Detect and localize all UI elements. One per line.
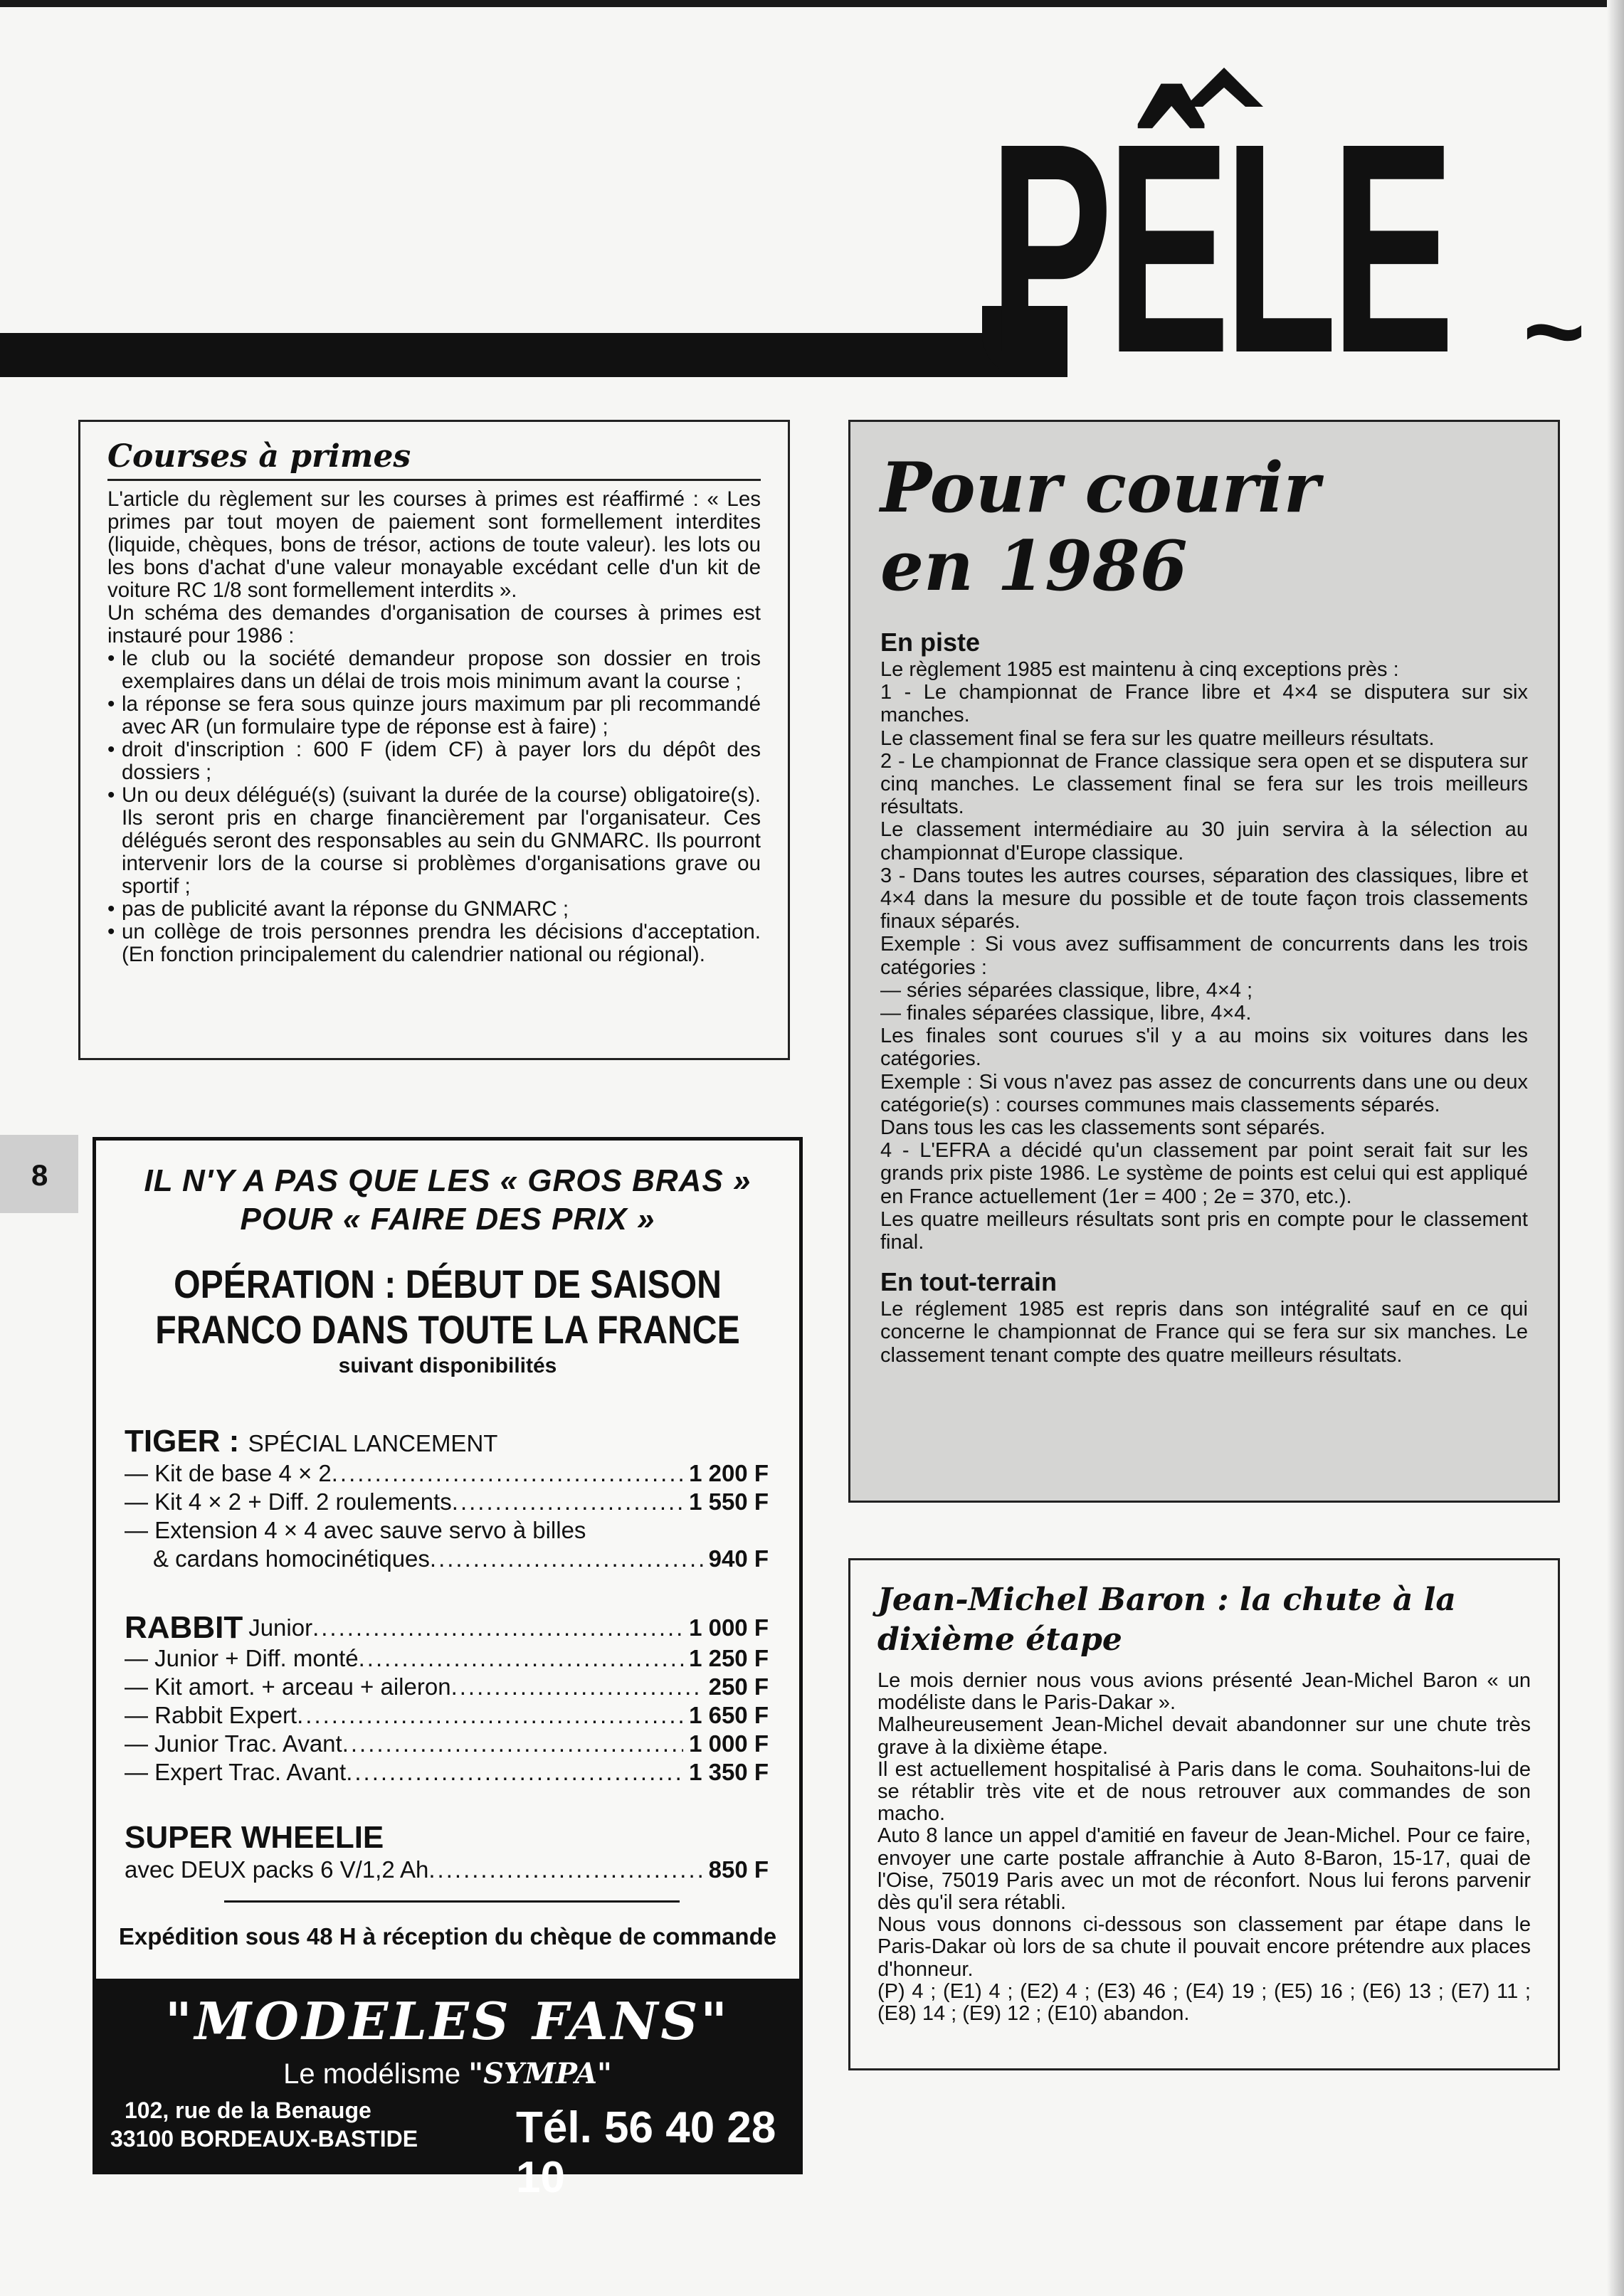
primes-paragraph: L'article du règlement sur les courses à primes est réaffirmé : « Les primes par tout moyen de paiement sont formellement interdites (liquide, chèques, bons de trésor, actions de toute valeur). les lots ou les bons d'achat d'une valeur monayable excédant celle d'un kit de voiture RC 1/8 sont formellement interdits ». [107, 487, 761, 602]
price-line [125, 1730, 769, 1758]
courir-title [880, 449, 1528, 605]
price-line [125, 1459, 769, 1488]
primes-bullet: • le club ou la société demandeur propose son dossier en trois exemplaires dans un délai de trois mois minimum avant la course ; [107, 647, 761, 693]
ad-availability: suivant disponibilités [338, 1354, 557, 1377]
tout-terrain-heading: En tout-terrain [880, 1267, 1057, 1297]
courir-title-line: Pour courir [880, 448, 1320, 528]
price-line [125, 1758, 769, 1787]
baron-title: Jean-Michel Baron : la chute à la dixième étape [877, 1582, 1456, 1658]
leader-dots [342, 1730, 683, 1758]
ad-divider [224, 1900, 680, 1903]
baron-article [848, 1558, 1560, 2070]
price-label: — Rabbit Expert [125, 1702, 297, 1728]
piste-paragraph: — finales séparées classique, libre, 4×4. [880, 1002, 1252, 1025]
price-label: & cardans homocinétiques [153, 1545, 430, 1572]
primes-bullet: • un collège de trois personnes prendra les décisions d'acceptation. (En fonction principalement du calendrier national ou régional). [107, 921, 761, 966]
piste-paragraph: 4 - L'EFRA a décidé qu'un classement par point serait fait sur les grands prix piste 1986. Le système de points est celui qui est appliqué en France actuellement (1er = 400 ; 2e = 370, etc.). [880, 1139, 1528, 1208]
price-label: — Junior + Diff. monté [125, 1645, 359, 1671]
baron-paragraph: (P) 4 ; (E1) 4 ; (E2) 4 ; (E3) 46 ; (E4) 19 ; (E5) 16 ; (E6) 13 ; (E7) 11 ; (E8) 14 ; (E9) 12 ; (E10) abandon. [877, 1979, 1531, 2026]
leader-dots [451, 1673, 703, 1701]
piste-paragraph: — séries séparées classique, libre, 4×4 ; [880, 978, 1253, 1002]
tiger-name: TIGER : [125, 1424, 240, 1459]
price-label: avec DEUX packs 6 V/1,2 Ah [125, 1856, 429, 1883]
primes-body [107, 488, 761, 966]
price-label: Junior [248, 1614, 313, 1641]
baron-paragraph: Malheureusement Jean-Michel devait abandonner sur une chute très grave à la dixième étape. [877, 1713, 1531, 1759]
ad-footer [96, 1979, 799, 2202]
price-value: 940 F [708, 1545, 769, 1572]
ad-tagline-brand: "SYMPA" [468, 2057, 612, 2090]
piste-paragraph: Exemple : Si vous avez suffisamment de concurrents dans les trois catégories : [880, 933, 1528, 979]
piste-body [880, 658, 1528, 1254]
price-line [153, 1545, 769, 1573]
wheelie-heading: SUPER WHEELIE [125, 1820, 384, 1855]
rabbit-name: RABBIT [125, 1610, 243, 1645]
piste-paragraph: Exemple : Si vous n'avez pas assez de concurrents dans une ou deux catégorie(s) : courses communes mais classements séparés. [880, 1070, 1528, 1116]
ad-shipping: Expédition sous 48 H à réception du chèque de commande [118, 1923, 777, 1950]
header-bar [0, 333, 1039, 377]
rabbit-line [125, 1610, 769, 1646]
leader-dots [452, 1488, 683, 1516]
masthead-title: PÊLE [989, 82, 1449, 416]
price-label: — Kit de base 4 × 2 [125, 1460, 332, 1486]
price-value: 1 250 F [689, 1645, 769, 1671]
primes-list [107, 647, 761, 966]
piste-paragraph: Dans tous les cas les classements sont séparés. [880, 1116, 1326, 1140]
price-value: 1 200 F [689, 1460, 769, 1486]
price-value: 250 F [708, 1673, 769, 1700]
piste-heading: En piste [880, 628, 981, 657]
primes-bullet: • droit d'inscription : 600 F (idem CF) à payer lors du dépôt des dossiers ; [107, 739, 761, 784]
leader-dots [297, 1701, 683, 1730]
price-value: 1 000 F [689, 1614, 769, 1641]
baron-paragraph: Le mois dernier nous vous avions présenté Jean-Michel Baron « un modéliste dans le Paris-Dakar ». [877, 1669, 1531, 1715]
leader-dots [346, 1758, 683, 1787]
ad-address-street: 102, rue de la Benauge [125, 2097, 371, 2123]
piste-paragraph: Les finales sont courues s'il y a au moins six voitures dans les catégories. [880, 1025, 1528, 1071]
primes-bullet: • pas de publicité avant la réponse du GNMARC ; [107, 898, 761, 921]
ad-tagline [96, 2057, 799, 2091]
leader-dots [428, 1856, 702, 1884]
leader-dots [332, 1459, 683, 1488]
ad-operation-line: FRANCO DANS TOUTE LA FRANCE [155, 1307, 740, 1352]
baron-paragraph: Nous vous donnons ci-dessous son classement par étape dans le Paris-Dakar où lors de sa chute il pouvait encore prétendre aux places d'honneur. [877, 1913, 1531, 1981]
primes-title: Courses à primes [107, 438, 761, 481]
ad-operation-line: OPÉRATION : DÉBUT DE SAISON [174, 1261, 722, 1306]
leader-dots [359, 1644, 683, 1673]
price-value: 1 000 F [689, 1730, 769, 1757]
piste-paragraph: 1 - Le championnat de France libre et 4×4 se disputera sur six manches. [880, 681, 1528, 727]
price-line [125, 1673, 769, 1701]
ad-slogan-line: POUR « FAIRE DES PRIX » [240, 1202, 655, 1237]
price-line [125, 1644, 769, 1673]
courir-title-line: en 1986 [880, 526, 1188, 606]
leader-dots [312, 1610, 683, 1646]
tout-terrain-paragraph: Le réglement 1985 est repris dans son intégralité sauf en ce qui concerne le championnat de France qui se fera sur six manches. Le classement tenant compte des quatre meilleurs résultats. [880, 1298, 1528, 1367]
tiger-heading [125, 1424, 497, 1461]
price-label: — Extension 4 × 4 avec sauve servo à billes [125, 1517, 586, 1543]
ad-tagline-text: Le modélisme [283, 2058, 461, 2090]
piste-paragraph: Les quatre meilleurs résultats sont pris en compte pour le classement final. [880, 1207, 1528, 1254]
piste-paragraph: 3 - Dans toutes les autres courses, séparation des classiques, libre et 4×4 dans la mesure du possible et de toute façon trois classements finaux séparés. [880, 864, 1528, 933]
price-line [125, 1856, 769, 1884]
masthead-tilde: ~ [1523, 271, 1586, 391]
ad-slogan [96, 1162, 799, 1239]
price-line [125, 1516, 769, 1545]
price-value: 850 F [708, 1856, 769, 1883]
ad-address-city: 33100 BORDEAUX-BASTIDE [110, 2126, 418, 2152]
price-value: 1 350 F [689, 1759, 769, 1785]
baron-paragraph: Auto 8 lance un appel d'amitié en faveur de Jean-Michel. Pour ce faire, envoyer une carte postale affranchie à Auto 8-Baron, 15-17, quai de l'Oise, 75019 Paris avec un mot de réconfort. Nous lui ferons parvenir dès qu'il sera rétabli. [877, 1824, 1531, 1915]
ad-brand-logo: "MODELES FANS" [165, 1991, 730, 2051]
top-rule [0, 0, 1624, 7]
primes-bullet: • Un ou deux délégué(s) (suivant la durée de la course) obligatoire(s). Ils seront pris en charge financièrement par l'organisateur. Ces délégués seront des responsables au sein du GNMARC. Ils pourront intervenir lors de la course si problèmes d'organisations grave ou sportif ; [107, 784, 761, 898]
primes-paragraph: Un schéma des demandes d'organisation de courses à primes est instauré pour 1986 : [107, 601, 761, 647]
ad-phone: Tél. 56 40 28 10 [516, 2103, 776, 2202]
page-edge-shadow [1607, 0, 1624, 2296]
piste-paragraph: 2 - Le championnat de France classique sera open et se disputera sur cinq manches. Le classement final se fera sur les trois meilleurs résultats. [880, 749, 1528, 819]
piste-paragraph: Le règlement 1985 est maintenu à cinq exceptions près : [880, 658, 1399, 681]
piste-paragraph: Le classement intermédiaire au 30 juin servira à la sélection au championnat d'Europe classique. [880, 818, 1528, 864]
tiger-subtitle: SPÉCIAL LANCEMENT [248, 1430, 498, 1456]
ad-operation [145, 1261, 750, 1353]
price-value: 1 550 F [689, 1488, 769, 1515]
price-label: — Kit 4 × 2 + Diff. 2 roulements [125, 1488, 452, 1515]
price-line [125, 1701, 769, 1730]
tout-terrain-body [880, 1298, 1528, 1367]
courir-article [848, 420, 1560, 1503]
piste-paragraph: Le classement final se fera sur les quatre meilleurs résultats. [880, 726, 1435, 750]
baron-paragraph: Il est actuellement hospitalisé à Paris dans le coma. Souhaitons-lui de se rétablir très vite et de nous retrouver aux commandes de son macho. [877, 1757, 1531, 1826]
baron-body [877, 1670, 1531, 2025]
ad-slogan-line: IL N'Y A PAS QUE LES « GROS BRAS » [144, 1163, 752, 1198]
leader-dots [430, 1545, 703, 1573]
price-label: — Expert Trac. Avant [125, 1759, 347, 1785]
primes-article [78, 420, 790, 1060]
page-number: 8 [31, 1158, 48, 1192]
primes-bullet: • la réponse se fera sous quinze jours maximum par pli recommandé avec AR (un formulaire type de réponse est à faire) ; [107, 693, 761, 739]
price-label: — Kit amort. + arceau + aileron [125, 1673, 451, 1700]
price-value: 1 650 F [689, 1702, 769, 1728]
advertisement [93, 1137, 803, 2202]
price-label: — Junior Trac. Avant [125, 1730, 342, 1757]
price-line [125, 1488, 769, 1516]
